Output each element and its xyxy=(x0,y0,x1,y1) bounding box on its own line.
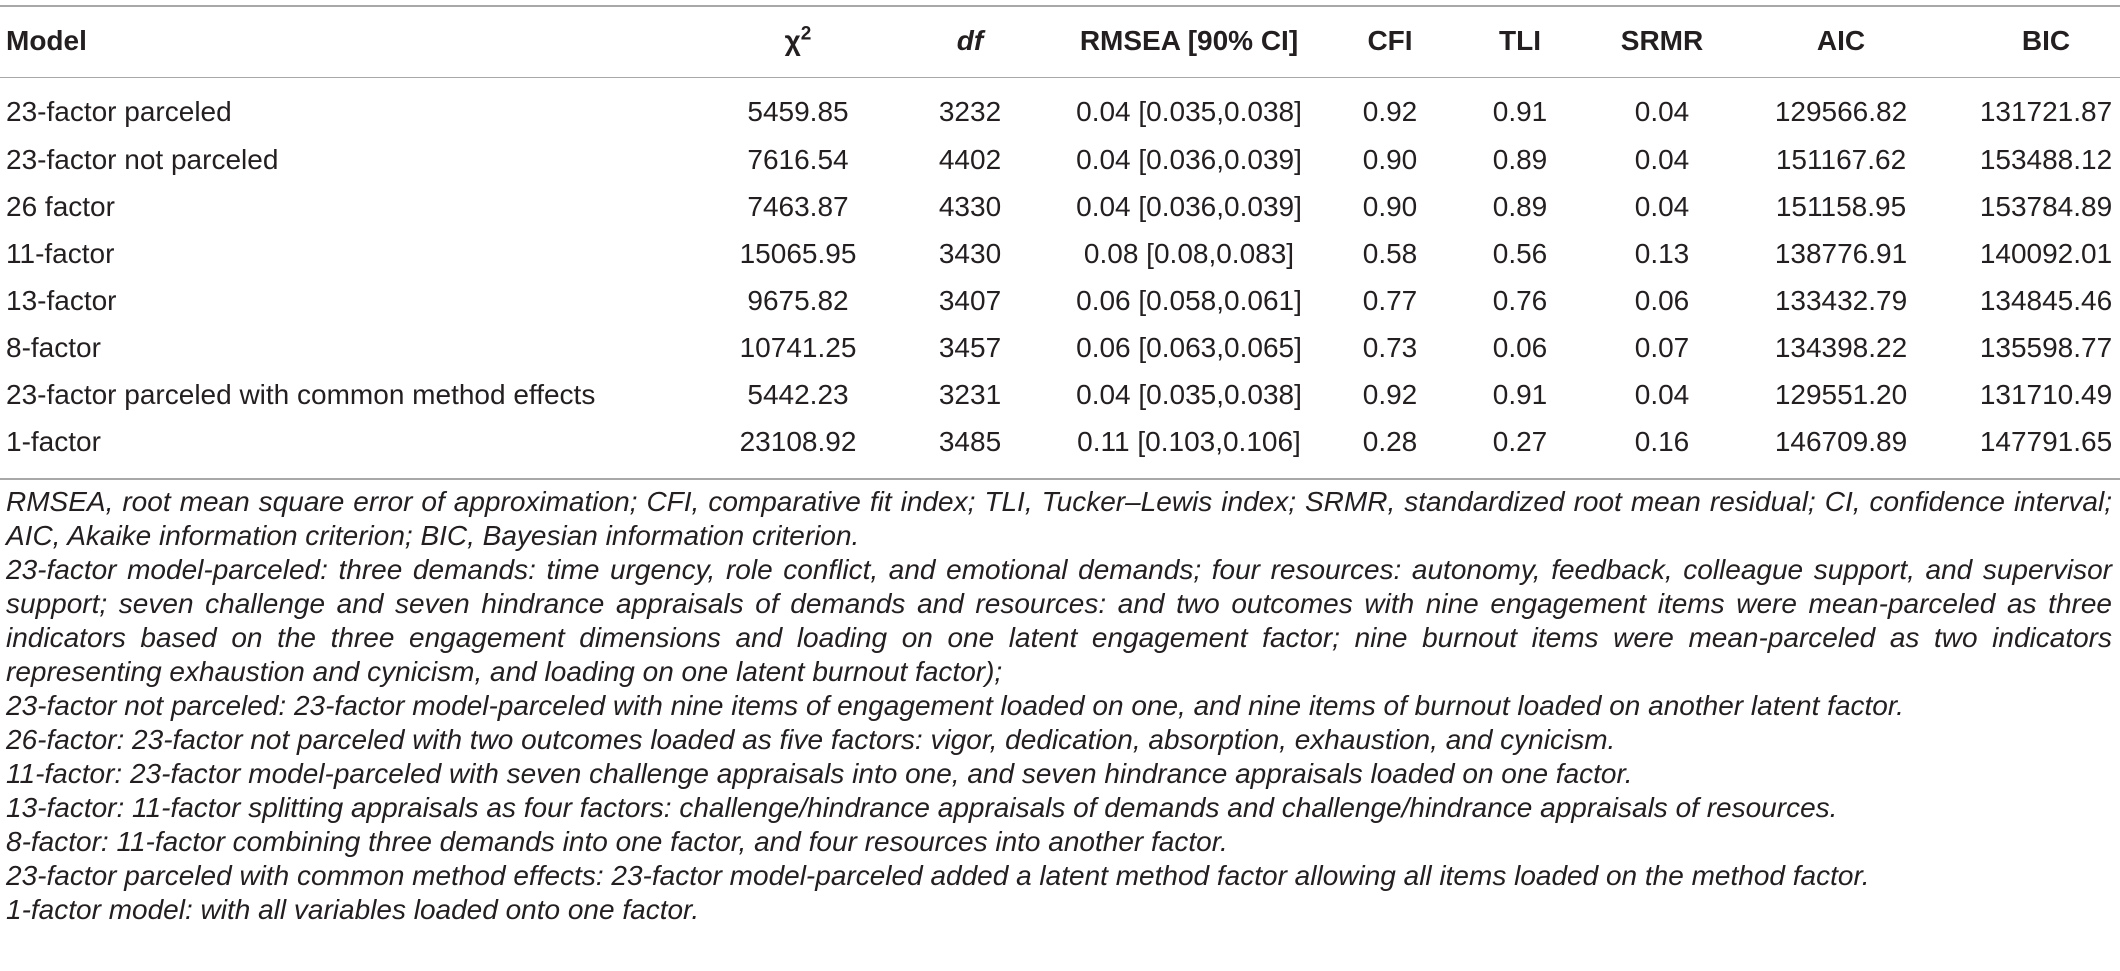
cell-chi: 15065.95 xyxy=(739,238,857,269)
cell-model: 26 factor xyxy=(6,191,115,222)
cell-bic: 135598.77 xyxy=(1979,332,2113,363)
cell-cfi: 0.58 xyxy=(1362,238,1418,269)
cell-cfi: 0.73 xyxy=(1362,332,1418,363)
cell-df: 4402 xyxy=(938,144,1002,175)
cell-chi: 5459.85 xyxy=(747,96,849,127)
cell-srmr: 0.04 xyxy=(1634,144,1690,175)
footnote-26-factor: 26-factor: 23-factor not parceled with two outcomes loaded as five factors: vigor, dedication, absorption, exhaustion, and cynicism. xyxy=(6,724,1616,755)
cell-srmr: 0.04 xyxy=(1634,96,1690,127)
cell-bic: 153488.12 xyxy=(1979,144,2113,175)
table-header-rule xyxy=(0,77,2120,78)
cell-rmsea: 0.04 [0.035,0.038] xyxy=(1076,96,1302,127)
cell-cfi: 0.90 xyxy=(1362,191,1418,222)
cell-tli: 0.27 xyxy=(1492,426,1548,457)
cell-cfi: 0.90 xyxy=(1362,144,1418,175)
header-chi-superscript: 2 xyxy=(800,23,812,45)
footnote-23-factor-not-parceled: 23-factor not parceled: 23-factor model-parceled with nine items of engagement loaded on one, and nine items of burnout loaded on another latent factor. xyxy=(6,690,1904,721)
cell-df: 3232 xyxy=(938,96,1002,127)
footnote-13-factor: 13-factor: 11-factor splitting appraisals as four factors: challenge/hindrance appraisals of demands and challenge/hindrance appraisals of resources. xyxy=(6,792,1838,823)
header-cfi: CFI xyxy=(1367,25,1413,56)
cell-bic: 147791.65 xyxy=(1979,426,2113,457)
cell-tli: 0.89 xyxy=(1492,191,1548,222)
header-aic: AIC xyxy=(1816,25,1866,56)
cell-df: 4330 xyxy=(938,191,1002,222)
cell-aic: 151167.62 xyxy=(1775,144,1907,175)
header-rmsea: RMSEA [90% CI] xyxy=(1079,25,1299,56)
cell-aic: 134398.22 xyxy=(1774,332,1908,363)
cell-model: 1-factor xyxy=(6,426,101,457)
cell-srmr: 0.04 xyxy=(1634,191,1690,222)
table-bottom-rule xyxy=(0,478,2120,480)
cell-model: 23-factor parceled with common method effects xyxy=(6,379,596,410)
cell-aic: 151158.95 xyxy=(1775,191,1907,222)
cell-df: 3430 xyxy=(938,238,1002,269)
cell-aic: 129551.20 xyxy=(1774,379,1908,410)
table-row xyxy=(0,277,2120,325)
cell-bic: 131721.87 xyxy=(1979,96,2113,127)
cell-srmr: 0.13 xyxy=(1634,238,1690,269)
cell-rmsea: 0.11 [0.103,0.106] xyxy=(1077,426,1301,457)
cell-srmr: 0.16 xyxy=(1634,426,1690,457)
cell-chi: 9675.82 xyxy=(747,285,849,316)
table-row xyxy=(0,230,2120,278)
cell-bic: 134845.46 xyxy=(1979,285,2113,316)
cell-tli: 0.06 xyxy=(1492,332,1548,363)
table-footnotes xyxy=(6,485,2112,927)
cell-df: 3407 xyxy=(938,285,1002,316)
cell-aic: 133432.79 xyxy=(1774,285,1908,316)
cell-rmsea: 0.04 [0.035,0.038] xyxy=(1076,379,1302,410)
cell-tli: 0.91 xyxy=(1492,96,1548,127)
header-chi-symbol: χ xyxy=(784,25,801,56)
cell-model: 23-factor parceled xyxy=(6,96,232,127)
cell-chi: 7463.87 xyxy=(747,191,849,222)
cell-srmr: 0.06 xyxy=(1634,285,1690,316)
footnote-8-factor: 8-factor: 11-factor combining three demands into one factor, and four resources into another factor. xyxy=(6,826,1228,857)
cell-srmr: 0.04 xyxy=(1634,379,1690,410)
cell-rmsea: 0.08 [0.08,0.083] xyxy=(1083,238,1295,269)
cell-rmsea: 0.06 [0.063,0.065] xyxy=(1076,332,1302,363)
cell-cfi: 0.92 xyxy=(1362,96,1418,127)
cell-cfi: 0.28 xyxy=(1362,426,1418,457)
cell-chi: 7616.54 xyxy=(747,144,849,175)
table-row xyxy=(0,418,2120,466)
table-row xyxy=(0,371,2120,419)
cell-df: 3457 xyxy=(938,332,1002,363)
cell-tli: 0.76 xyxy=(1492,285,1548,316)
cell-model: 8-factor xyxy=(6,332,101,363)
cell-bic: 131710.49 xyxy=(1979,379,2113,410)
footnote-11-factor: 11-factor: 23-factor model-parceled with seven challenge appraisals into one, and seven hindrance appraisals loaded on one factor. xyxy=(6,758,1633,789)
header-model: Model xyxy=(6,25,87,56)
cell-tli: 0.89 xyxy=(1492,144,1548,175)
header-bic: BIC xyxy=(2021,25,2071,56)
cell-df: 3231 xyxy=(938,379,1002,410)
cell-chi: 23108.92 xyxy=(739,426,857,457)
header-df: df xyxy=(956,25,984,56)
table-header-row xyxy=(0,17,2120,65)
cell-tli: 0.56 xyxy=(1492,238,1548,269)
cell-model: 23-factor not parceled xyxy=(6,144,279,175)
cell-aic: 129566.82 xyxy=(1774,96,1908,127)
cell-srmr: 0.07 xyxy=(1634,332,1690,363)
cell-chi: 5442.23 xyxy=(747,379,849,410)
table-row xyxy=(0,136,2120,184)
table-row xyxy=(0,183,2120,231)
header-tli: TLI xyxy=(1499,25,1541,56)
cell-rmsea: 0.04 [0.036,0.039] xyxy=(1076,144,1302,175)
cell-bic: 140092.01 xyxy=(1979,238,2113,269)
cell-df: 3485 xyxy=(938,426,1002,457)
table-row xyxy=(0,88,2120,136)
cell-bic: 153784.89 xyxy=(1979,191,2113,222)
cell-model: 13-factor xyxy=(6,285,117,316)
header-srmr: SRMR xyxy=(1620,25,1704,56)
cell-chi: 10741.25 xyxy=(739,332,857,363)
table-top-rule xyxy=(0,5,2120,7)
footnote-common-method: 23-factor parceled with common method effects: 23-factor model-parceled added a latent method factor allowing all items loaded on the method factor. xyxy=(6,860,1870,891)
cell-rmsea: 0.04 [0.036,0.039] xyxy=(1076,191,1302,222)
cell-aic: 146709.89 xyxy=(1774,426,1908,457)
cell-cfi: 0.92 xyxy=(1362,379,1418,410)
cell-tli: 0.91 xyxy=(1492,379,1548,410)
cell-rmsea: 0.06 [0.058,0.061] xyxy=(1076,285,1302,316)
footnote-23-factor-parceled: 23-factor model-parceled: three demands: time urgency, role conflict, and emotional demands; four resources: autonomy, feedback, colleague support, and supervisor support; seven challenge and seven hindrance appraisals of demands and resources: and two outcomes with nine engagement items were mean-parceled as three indicators based on the three engagement dimensions and loading on one latent engagement factor; nine burnout items were mean-parceled as two indicators representing exhaustion and cynicism, and loading on one latent burnout factor); xyxy=(6,554,2112,687)
table-row xyxy=(0,324,2120,372)
footnote-abbreviations: RMSEA, root mean square error of approximation; CFI, comparative fit index; TLI, Tucker–Lewis index; SRMR, standardized root mean residual; CI, confidence interval; AIC, Akaike information criterion; BIC, Bayesian information criterion. xyxy=(6,486,2112,551)
cell-cfi: 0.77 xyxy=(1362,285,1418,316)
header-chi-square xyxy=(785,17,812,65)
cell-model: 11-factor xyxy=(6,238,115,269)
cell-aic: 138776.91 xyxy=(1774,238,1908,269)
footnote-1-factor: 1-factor model: with all variables loaded onto one factor. xyxy=(6,894,700,925)
